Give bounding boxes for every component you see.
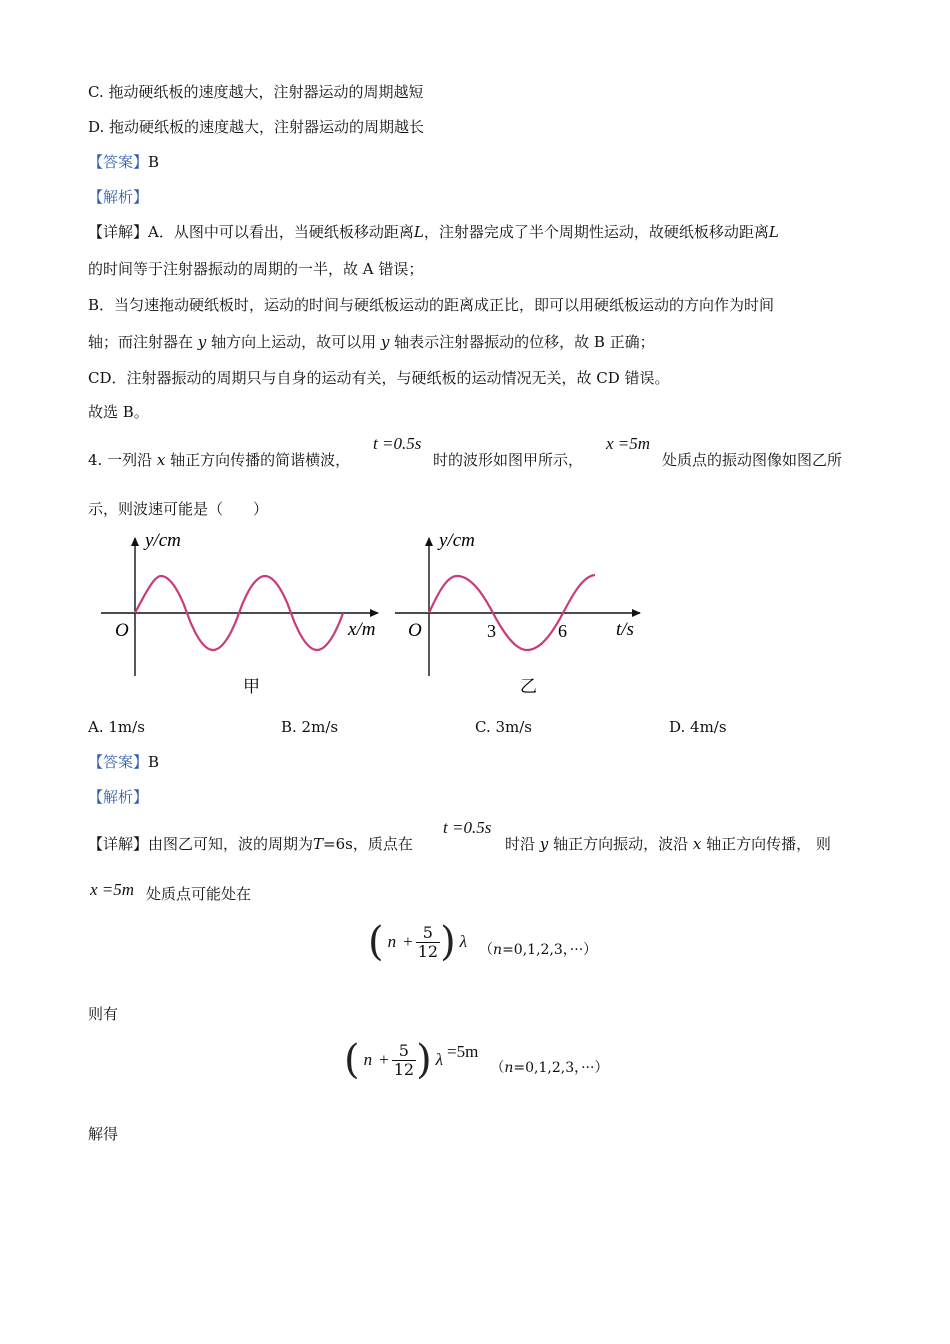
right-paren: ) — [440, 919, 456, 965]
var-l: L — [768, 223, 779, 241]
q4-text-c: 时的波形如图甲所示， — [433, 451, 584, 469]
fraction-denominator: 12 — [417, 941, 439, 961]
jiede-text: 解得 — [88, 1125, 119, 1143]
x-axis-label: x/m — [348, 619, 376, 640]
equals-5m: =5m — [447, 1042, 479, 1061]
var-y: y — [380, 333, 390, 351]
detail-tag: 【详解】 — [88, 223, 149, 241]
tick-6: 6 — [558, 621, 567, 641]
detail2-line-1b — [505, 834, 831, 854]
left-paren: ( — [344, 1037, 360, 1083]
answer-line — [88, 152, 159, 172]
detail2-text: 由图乙可知，波的周期为 — [148, 835, 314, 853]
analysis-tag: 【解析】 — [88, 188, 149, 206]
detail-line-6: 故选 B。 — [88, 403, 149, 421]
detail-line-5: CD．注射器振动的周期只与自身的运动有关，与硬纸板的运动情况无关，故 CD 错误。 — [88, 369, 670, 387]
var-y: y — [197, 333, 207, 351]
waveform-graph-jia — [101, 530, 378, 696]
detail-text: 轴；而注射器在 — [88, 333, 194, 351]
var-x: x — [156, 451, 166, 469]
detail2-line-1 — [88, 834, 413, 854]
detail-text: 轴表示注射器振动的位移，故 B 正确； — [394, 333, 655, 351]
lambda: λ — [435, 1050, 444, 1069]
right-paren: ) — [416, 1037, 432, 1083]
y-axis-label: y/cm — [145, 530, 181, 551]
answer-tag: 【答案】 — [88, 153, 149, 171]
tick-3: 3 — [487, 621, 496, 641]
option-c-text: C. 拖动硬纸板的速度越大，注射器运动的周期越短 — [88, 83, 424, 101]
answer2-line — [88, 752, 159, 772]
option-a: A. 1m/s — [88, 718, 145, 736]
t-axis-label: t/s — [616, 619, 634, 640]
vibration-graph-yi — [395, 530, 640, 696]
answer2-tag: 【答案】 — [88, 753, 149, 771]
detail2-text: =6s，质点在 — [323, 835, 413, 853]
option-d-text: D. 拖动硬纸板的速度越大，注射器运动的周期越长 — [88, 118, 425, 136]
option-d: D. 4m/s — [669, 718, 727, 736]
q4-t-equation: t =0.5s — [373, 434, 422, 453]
fraction-numerator: 5 — [392, 1042, 416, 1061]
wave-figures — [95, 528, 655, 704]
detail-line-3: B．当匀速拖动硬纸板时，运动的时间与硬纸板运动的距离成正比，即可以用硬纸板运动的方向作为时间 — [88, 296, 775, 314]
fraction — [416, 924, 440, 961]
caption-yi: 乙 — [520, 677, 537, 696]
formula2-condition: （n=0,1,2,3，···） — [490, 1060, 609, 1076]
detail2-text: 时沿 — [505, 835, 536, 853]
fraction-denominator: 12 — [393, 1059, 415, 1079]
var-n: n — [363, 1050, 373, 1069]
var-y: y — [539, 835, 549, 853]
detail2-text: 轴正方向传播， 则 — [706, 835, 831, 853]
q4-text: 4. 一列沿 — [88, 451, 153, 469]
detail-text: A．从图中可以看出，当硬纸板移动距离 — [148, 223, 414, 241]
answer2-value: B — [148, 753, 160, 771]
var-n: n — [387, 932, 397, 951]
detail-line-4 — [88, 332, 655, 352]
formula-2 — [344, 1034, 608, 1086]
q4-text: 轴正方向传播的简谐横波， — [170, 451, 351, 469]
formula1-condition: （n=0,1,2,3，···） — [479, 942, 598, 958]
detail2-t-equation: t =0.5s — [443, 818, 492, 837]
option-b: B. 2m/s — [281, 718, 339, 736]
detail2-text: 轴正方向振动，波沿 — [553, 835, 689, 853]
detail2-text-f: 处质点可能处在 — [146, 885, 252, 903]
detail-line-2: 的时间等于注射器振动的周期的一半，故 A 错误； — [88, 260, 424, 278]
formula-1 — [368, 916, 597, 968]
var-x: x — [692, 835, 702, 853]
detail2-x-equation: x =5m — [90, 880, 135, 899]
caption-jia: 甲 — [243, 677, 260, 696]
origin-label: O — [115, 620, 129, 641]
fraction — [392, 1042, 416, 1079]
fraction-numerator: 5 — [416, 924, 440, 943]
detail-text: ，注射器完成了半个周期性运动，故硬纸板移动距离 — [423, 223, 769, 241]
var-l: L — [413, 223, 424, 241]
analysis2-tag: 【解析】 — [88, 788, 149, 806]
answer-value: B — [148, 153, 160, 171]
origin-label: O — [408, 620, 422, 641]
lambda: λ — [459, 932, 468, 951]
zeyou-text: 则有 — [88, 1005, 119, 1023]
q4-text-d: 处质点的振动图像如图乙所 — [662, 451, 843, 469]
plus-sign: + — [403, 932, 413, 951]
plus-sign: + — [379, 1050, 389, 1069]
q4-x-equation: x =5m — [606, 434, 651, 453]
left-paren: ( — [368, 919, 384, 965]
option-c: C. 3m/s — [475, 718, 532, 736]
detail2-tag: 【详解】 — [88, 835, 149, 853]
var-t: T — [313, 835, 324, 853]
detail-line-1 — [88, 222, 779, 242]
y-axis-label: y/cm — [439, 530, 475, 551]
detail-text: 轴方向上运动，故可以用 — [211, 333, 377, 351]
question-4-line-2: 示，则波速可能是（ ） — [88, 500, 269, 518]
